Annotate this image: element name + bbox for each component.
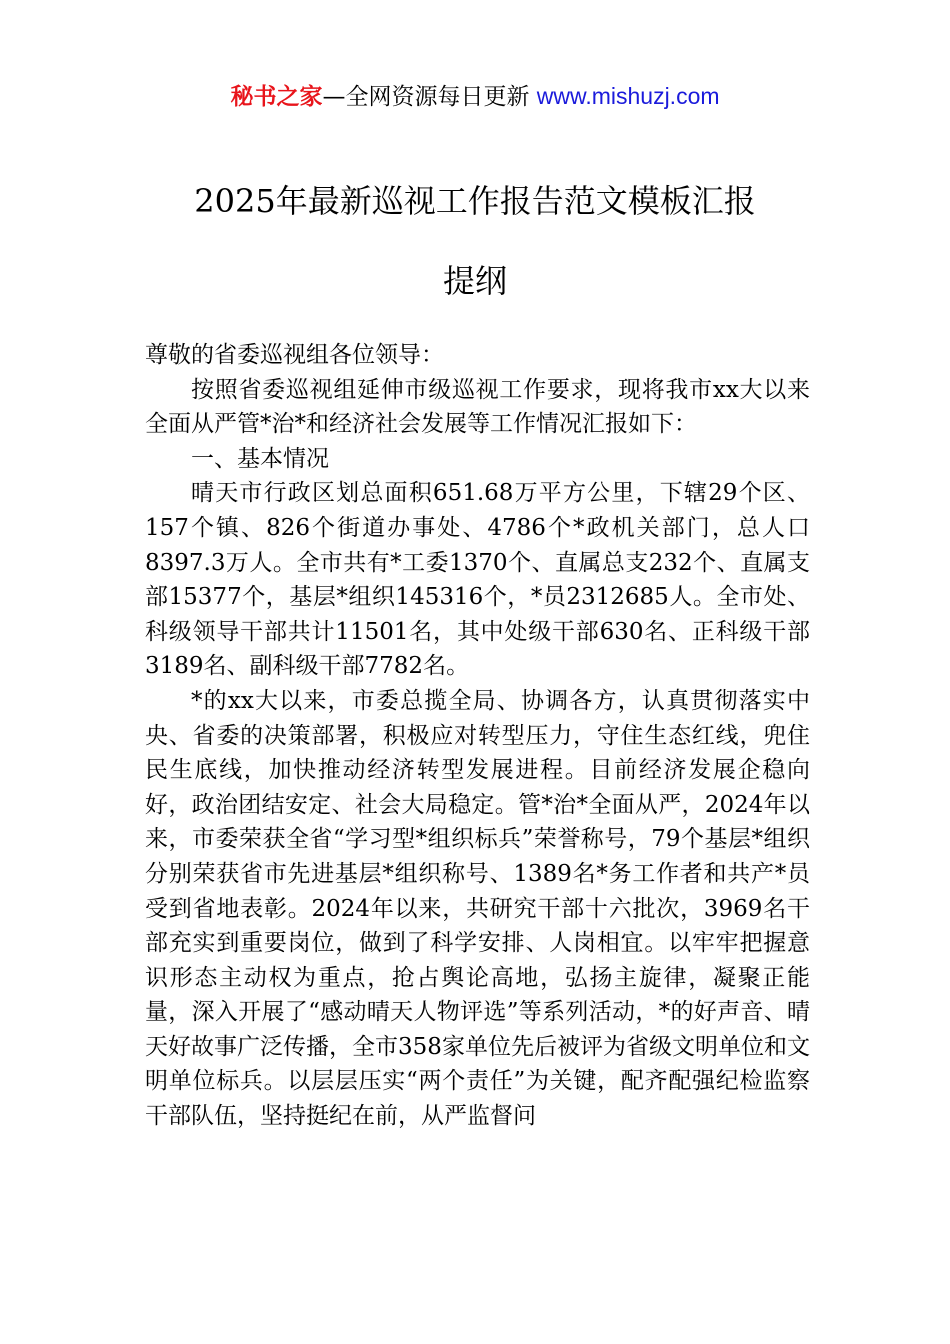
intro-paragraph: 按照省委巡视组延伸市级巡视工作要求，现将我市xx大以来全面从严管*治*和经济社会发展等工作情况汇报如下： <box>145 376 810 438</box>
section-heading: 一、基本情况 <box>191 445 329 472</box>
site-brand: 秘书之家 <box>230 84 323 110</box>
document-body <box>145 338 810 1134</box>
document-title <box>100 176 850 306</box>
document-title-line1: 2025年最新巡视工作报告范文模板汇报 <box>194 182 756 220</box>
site-header <box>0 80 950 113</box>
site-url-link[interactable]: www.mishuzj.com <box>536 83 720 109</box>
salutation: 尊敬的省委巡视组各位领导： <box>145 342 444 368</box>
document-title-line2: 提纲 <box>442 262 507 300</box>
paragraph-basic-stats: 晴天市行政区划总面积651.68万平方公里，下辖29个区、157个镇、826个街道办事处、4786个*政机关部门，总人口8397.3万人。全市共有*工委1370个、直属总支232个、直属支部15377个，基层*组织145316个，*员2312685人。全市处、科级领导干部共计11501名，其中处级干部630名、正科级干部3189名、副科级干部7782名。 <box>145 480 810 680</box>
paragraph-achievements: *的xx大以来，市委总揽全局、协调各方，认真贯彻落实中央、省委的决策部署，积极应对转型压力，守住生态红线，兜住民生底线，加快推动经济转型发展进程。目前经济发展企稳向好，政治团结安定、社会大局稳定。管*治*全面从严，2024年以来，市委荣获全省“学习型*组织标兵”荣誉称号，79个基层*组织分别荣获省市先进基层*组织称号、1389名*务工作者和共产*员受到省地表彰。2024年以来，共研究干部十六批次，3969名干部充实到重要岗位，做到了科学安排、人岗相宜。以牢牢把握意识形态主动权为重点，抢占舆论高地，弘扬主旋律，凝聚正能量，深入开展了“感动晴天人物评选”等系列活动，*的好声音、晴天好故事广泛传播，全市358家单位先后被评为省级文明单位和文明单位标兵。以层层压实“两个责任”为关键，配齐配强纪检监察干部队伍，坚持挺纪在前，从严监督问 <box>145 687 810 1130</box>
site-tagline: —全网资源每日更新 <box>322 84 537 110</box>
